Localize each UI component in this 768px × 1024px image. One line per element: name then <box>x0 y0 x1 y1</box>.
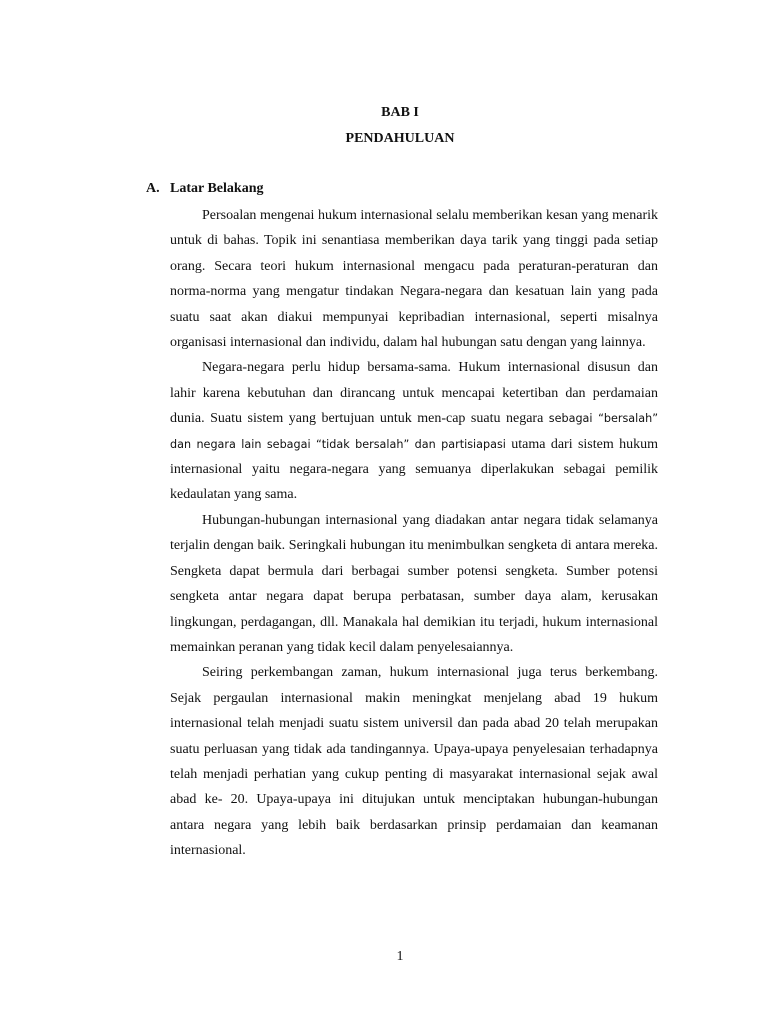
chapter-title: PENDAHULUAN <box>345 131 455 146</box>
paragraph-4: Seiring perkembangan zaman, hukum internasional juga terus berkembang. Sejak pergaulan internasional makin meningkat menjelang abad 19 hukum internasional telah menjadi suatu sistem universil dan pada abad 20 telah merupakan suatu perluasan yang tidak ada tandingannya. Upaya-upaya penyelesaian terhadapnya telah menjadi perhatian yang cukup penting di masyarakat internasional sejak awal abad ke- 20. Upaya-upaya ini ditujukan untuk menciptakan hubungan-hubungan antara negara yang lebih baik berdasarkan prinsip perdamaian dan keamanan internasional. <box>170 665 658 859</box>
paragraph-2-sans-line: sebagai “bersalah” dan negara lain sebagai “tidak bersalah” dan partisiapasi <box>170 412 658 451</box>
section-heading <box>146 180 263 198</box>
section-letter: A. <box>146 181 160 196</box>
paragraph-2-part-1: Negara-negara perlu hidup bersama-sama. Hukum internasional disusun dan lahir karena kebutuhan dan dirancang untuk mencapai ketertiban dan perdamaian dunia. Suatu sistem yang bertujuan untuk men-cap suatu negara <box>170 360 658 427</box>
page-number: 1 <box>396 949 404 964</box>
paragraph-3: Hubungan-hubungan internasional yang diadakan antar negara tidak selamanya terjalin dengan baik. Seringkali hubungan itu menimbulkan sengketa di antara mereka. Sengketa dapat bermula dari berbagai sumber potensi sengketa. Sumber potensi sengketa antar negara dapat berupa perbatasan, sumber daya alam, kerusakan lingkungan, perdagangan, dll. Manakala hal demikian itu terjadi, hukum internasional memainkan peranan yang tidak kecil dalam penyelesaiannya. <box>170 512 658 655</box>
paragraph-2 <box>170 355 658 507</box>
section-title: Latar Belakang <box>170 181 264 196</box>
chapter-number: BAB I <box>381 105 419 120</box>
paragraph-1: Persoalan mengenai hukum internasional selalu memberikan kesan yang menarik untuk di bahas. Topik ini senantiasa memberikan daya tarik yang tinggi pada setiap orang. Secara teori hukum internasional mengacu pada peraturan-peraturan dan norma-norma yang mengatur tindakan Negara-negara dan kesatuan lain yang pada suatu saat akan diakui mempunyai kepribadian internasional, seperti misalnya organisasi internasional dan individu, dalam hal hubungan satu dengan yang lainnya. <box>170 208 658 351</box>
body-text <box>170 203 658 864</box>
paragraph-2-part-2: utama dari sistem hukum internasional yaitu negara-negara yang semuanya diperlakukan sebagai pemilik kedaulatan yang sama. <box>170 436 658 503</box>
